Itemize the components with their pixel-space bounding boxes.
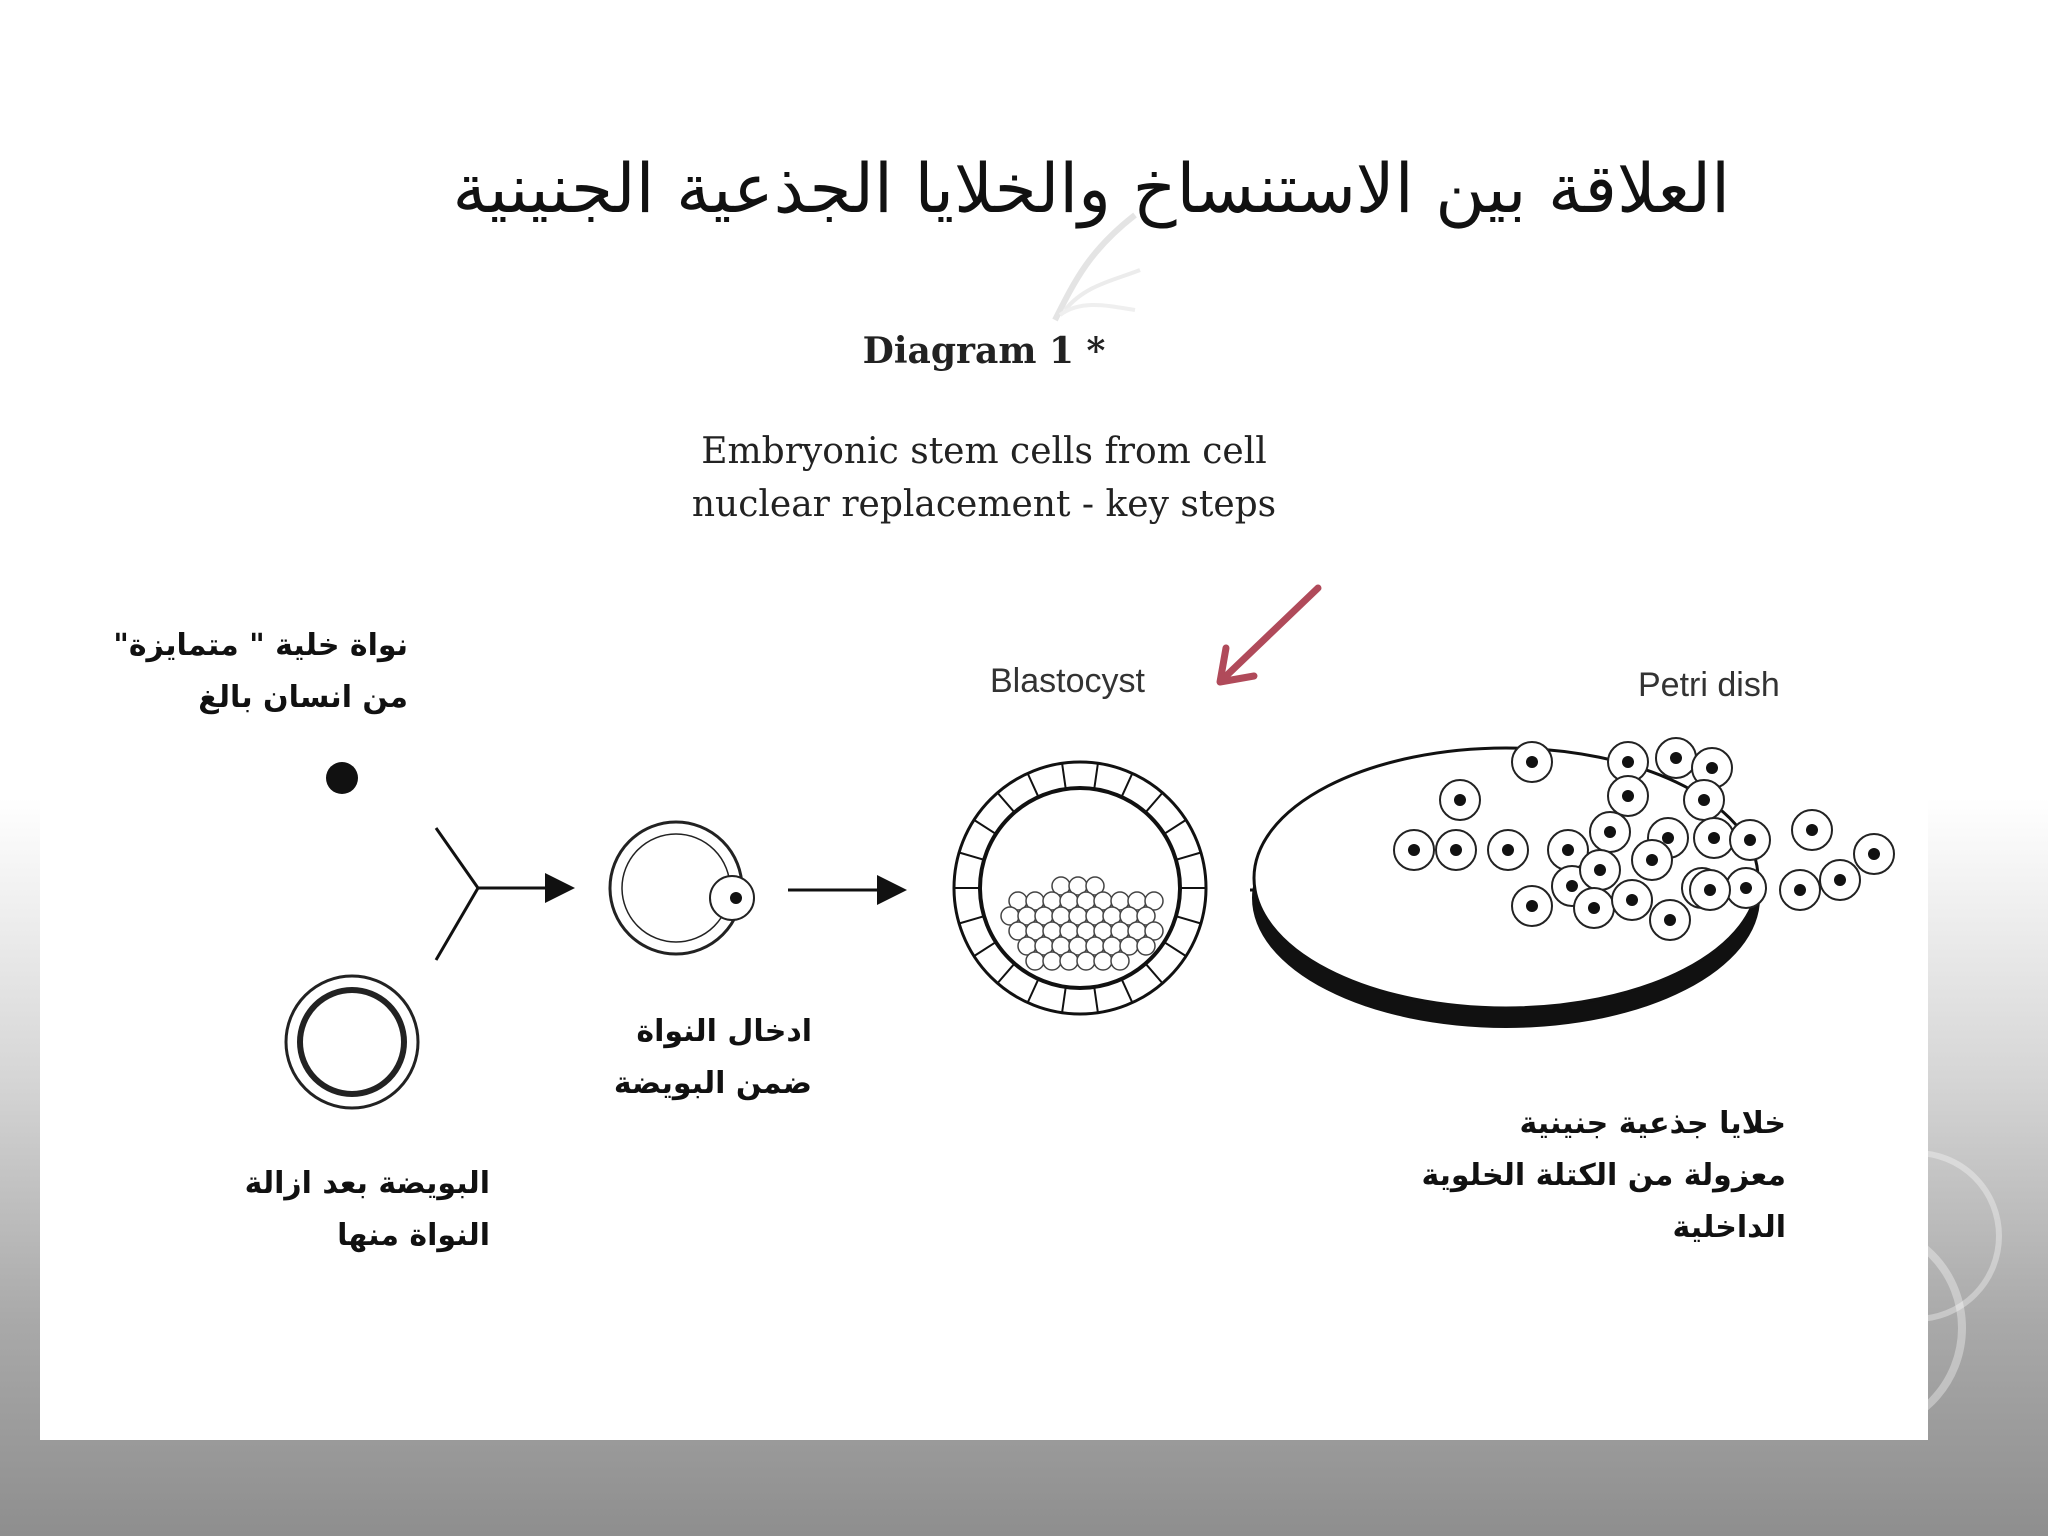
diagram-drawing	[40, 330, 1928, 1440]
stem-cell-nucleus	[1594, 864, 1606, 876]
stem-cell-nucleus	[1794, 884, 1806, 896]
stem-cell-nucleus	[1740, 882, 1752, 894]
merge-arrow	[436, 828, 572, 960]
label-stemcells-line2: معزولة من الكتلة الخلوية	[1421, 1158, 1786, 1193]
stem-cell-nucleus	[1834, 874, 1846, 886]
label-insert-line2: ضمن البويضة	[613, 1066, 812, 1101]
blastocyst	[954, 762, 1206, 1014]
label-egg-line2: النواة منها	[337, 1218, 490, 1253]
petri-dish	[1252, 738, 1894, 1028]
stem-cell-nucleus	[1454, 794, 1466, 806]
diagram-subtitle-line2: nuclear replacement - key steps	[691, 484, 1277, 525]
donor-nucleus	[326, 762, 358, 794]
enucleated-egg	[286, 976, 418, 1108]
stem-cell-nucleus	[1704, 884, 1716, 896]
label-egg-line1: البويضة بعد ازالة	[244, 1166, 490, 1201]
stem-cell-nucleus	[1566, 880, 1578, 892]
label-stemcells-line3: الداخلية	[1672, 1210, 1786, 1245]
egg-with-nucleus	[610, 822, 754, 954]
stem-cell-nucleus	[1868, 848, 1880, 860]
stem-cell-nucleus	[1706, 762, 1718, 774]
stem-cell-nucleus	[1626, 894, 1638, 906]
label-stemcells-line1: خلايا جذعية جنينية	[1519, 1106, 1786, 1141]
stem-cell-nucleus	[1744, 834, 1756, 846]
pointer-arrow	[1220, 588, 1318, 682]
stem-cell-nucleus	[1408, 844, 1420, 856]
stem-cell-nucleus	[1708, 832, 1720, 844]
stem-cell-nucleus	[1604, 826, 1616, 838]
label-insert-line1: ادخال النواة	[636, 1014, 812, 1049]
stem-cell-nucleus	[1806, 824, 1818, 836]
label-blastocyst: Blastocyst	[990, 662, 1145, 700]
stem-cell-nucleus	[1502, 844, 1514, 856]
stem-cell-nucleus	[1646, 854, 1658, 866]
stem-cell-nucleus	[1662, 832, 1674, 844]
diagram-subtitle-line1: Embryonic stem cells from cell	[701, 431, 1267, 472]
diagram-title: Diagram 1 *	[862, 330, 1106, 372]
diagram-panel	[40, 330, 1928, 1440]
stem-cell-nucleus	[1526, 756, 1538, 768]
stem-cell-nucleus	[1664, 914, 1676, 926]
stem-cell-nucleus	[1450, 844, 1462, 856]
label-donor-nucleus-line2: من انسان بالغ	[198, 680, 408, 715]
stem-cell-nucleus	[1622, 756, 1634, 768]
stem-cell-nucleus	[1698, 794, 1710, 806]
label-petri-dish: Petri dish	[1638, 666, 1780, 704]
label-donor-nucleus-line1: نواة خلية " متمايزة"	[113, 628, 408, 663]
slide-title: العلاقة بين الاستنساخ والخلايا الجذعية الجنينية	[452, 150, 1730, 229]
stem-cell-nucleus	[1526, 900, 1538, 912]
stem-cell-nucleus	[1562, 844, 1574, 856]
stem-cell-nucleus	[1622, 790, 1634, 802]
stem-cell-nucleus	[1588, 902, 1600, 914]
stem-cell-nucleus	[1670, 752, 1682, 764]
